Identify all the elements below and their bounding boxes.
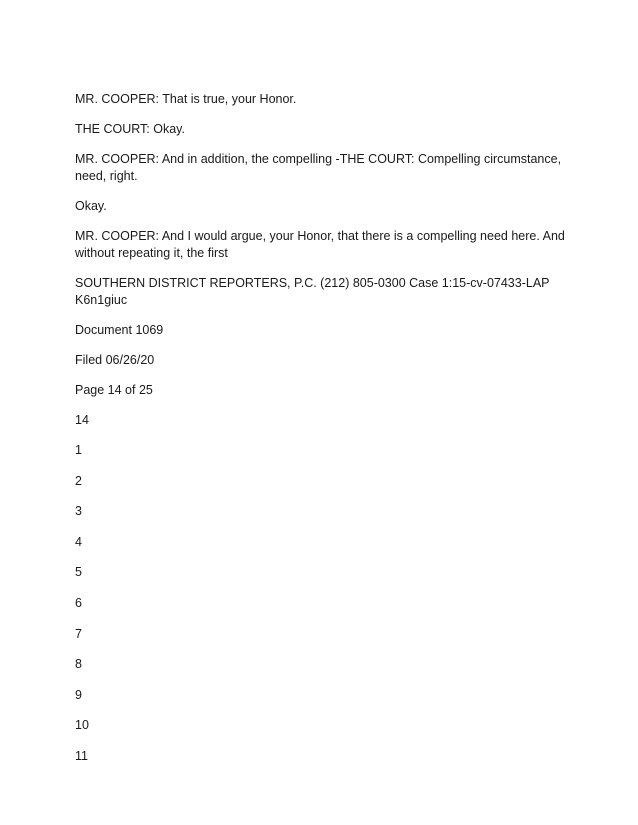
header-reporter-line: SOUTHERN DISTRICT REPORTERS, P.C. (212) 805-0300 Case 1:15-cv-07433-LAP K6n1giuc (75, 276, 550, 307)
paragraph: MR. COOPER: And in addition, the compelling -THE COURT: Compelling circumstance, need, right. (75, 152, 562, 183)
document-body (75, 91, 575, 779)
line-number: 6 (75, 595, 82, 610)
paragraph: MR. COOPER: That is true, your Honor. (75, 92, 297, 106)
line-number: 8 (75, 657, 82, 672)
filed-date: Filed 06/26/20 (75, 353, 155, 367)
line-number: 5 (75, 565, 82, 580)
document-number: Document 1069 (75, 323, 164, 337)
paragraph: THE COURT: Okay. (75, 122, 185, 136)
line-number: 11 (75, 748, 88, 763)
paragraph: MR. COOPER: And I would argue, your Honor, that there is a compelling need here. And without repeating it, the first (75, 229, 565, 260)
paragraph: Okay. (75, 199, 107, 213)
line-number: 7 (75, 626, 82, 641)
line-number: 2 (75, 473, 82, 488)
line-number: 4 (75, 534, 82, 549)
page-indicator: Page 14 of 25 (75, 383, 153, 397)
line-number: 10 (75, 718, 89, 733)
line-number: 3 (75, 504, 82, 519)
line-number: 1 (75, 443, 82, 457)
page-number: 14 (75, 413, 89, 427)
line-number: 9 (75, 687, 82, 702)
